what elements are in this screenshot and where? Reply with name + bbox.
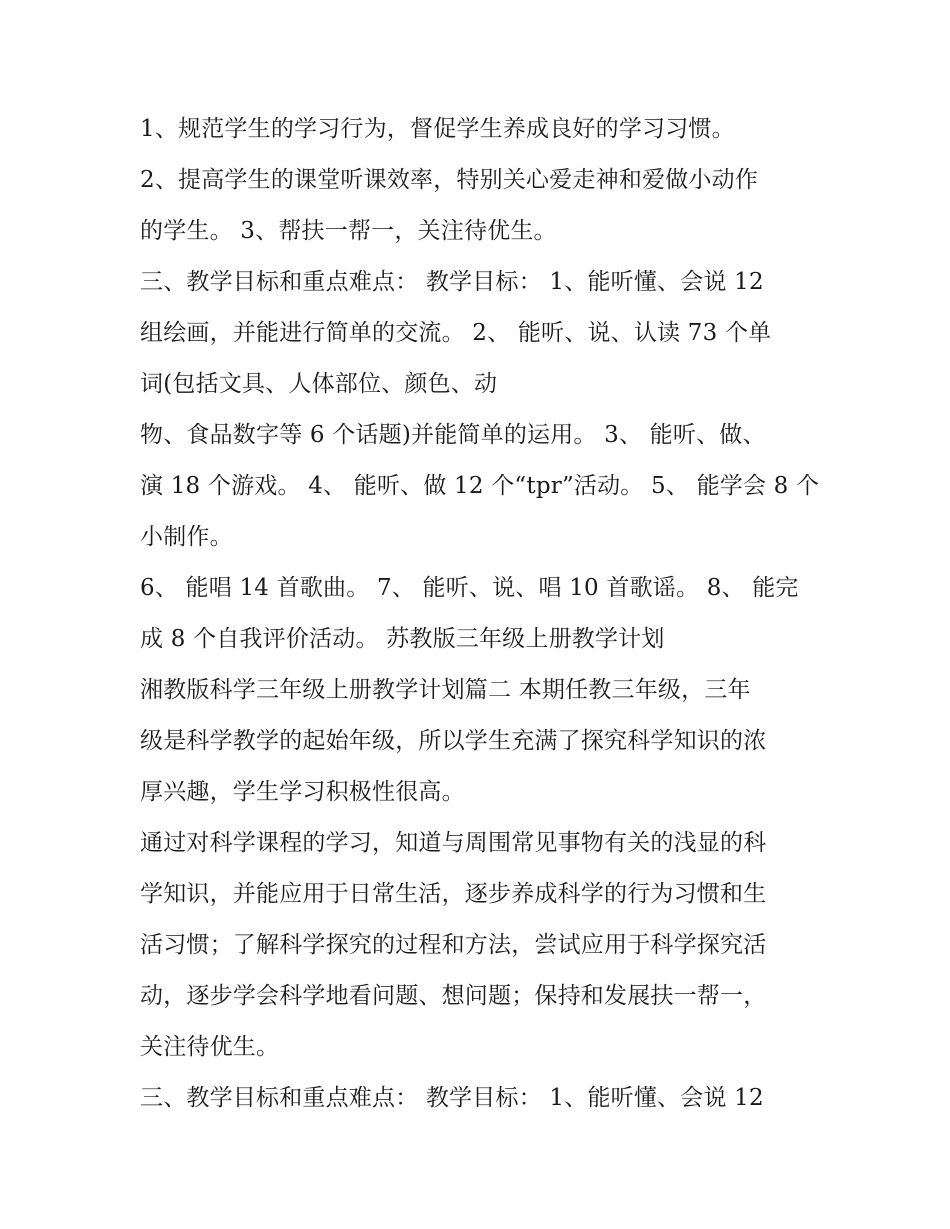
text-line: 词(包括文具、人体部位、颜色、动 [140, 371, 498, 397]
text-line: 物、食品数字等 6 个话题)并能简单的运用。 3、 能听、做、 [140, 422, 766, 448]
text-line: 小制作。 [140, 524, 233, 550]
text-line: 动，逐步学会科学地看问题、想问题；保持和发展扶一帮一， [140, 983, 767, 1009]
text-line: 演 18 个游戏。 4、 能听、做 12 个“tpr”活动。 5、 能学会 8 个 [140, 473, 820, 499]
text-line: 2、提高学生的课堂听课效率，特别关心爱走神和爱做小动作 [140, 167, 759, 193]
text-line: 6、 能唱 14 首歌曲。 7、 能听、说、唱 10 首歌谣。 8、 能完 [140, 575, 799, 601]
text-line: 学知识，并能应用于日常生活，逐步养成科学的行为习惯和生 [140, 881, 767, 907]
text-line: 1、规范学生的学习行为，督促学生养成良好的学习习惯。 [140, 116, 735, 142]
text-line: 三、教学目标和重点难点： 教学目标： 1、能听懂、会说 12 [140, 269, 764, 295]
text-line: 的学生。 3、帮扶一帮一，关注待优生。 [140, 218, 557, 244]
text-line: 组绘画，并能进行简单的交流。 2、 能听、说、认读 73 个单 [140, 320, 772, 346]
text-line: 级是科学教学的起始年级，所以学生充满了探究科学知识的浓 [140, 728, 767, 754]
text-line: 三、教学目标和重点难点： 教学目标： 1、能听懂、会说 12 [140, 1085, 764, 1111]
text-line: 活习惯；了解科学探究的过程和方法，尝试应用于科学探究活 [140, 932, 767, 958]
text-line: 厚兴趣，学生学习积极性很高。 [140, 779, 465, 805]
document-body [140, 104, 830, 1124]
text-line: 湘教版科学三年级上册教学计划篇二 本期任教三年级，三年 [140, 677, 751, 703]
text-line: 关注待优生。 [140, 1034, 280, 1060]
text-line: 成 8 个自我评价活动。 苏教版三年级上册教学计划 [140, 626, 665, 652]
text-line: 通过对科学课程的学习，知道与周围常见事物有关的浅显的科 [140, 830, 767, 856]
